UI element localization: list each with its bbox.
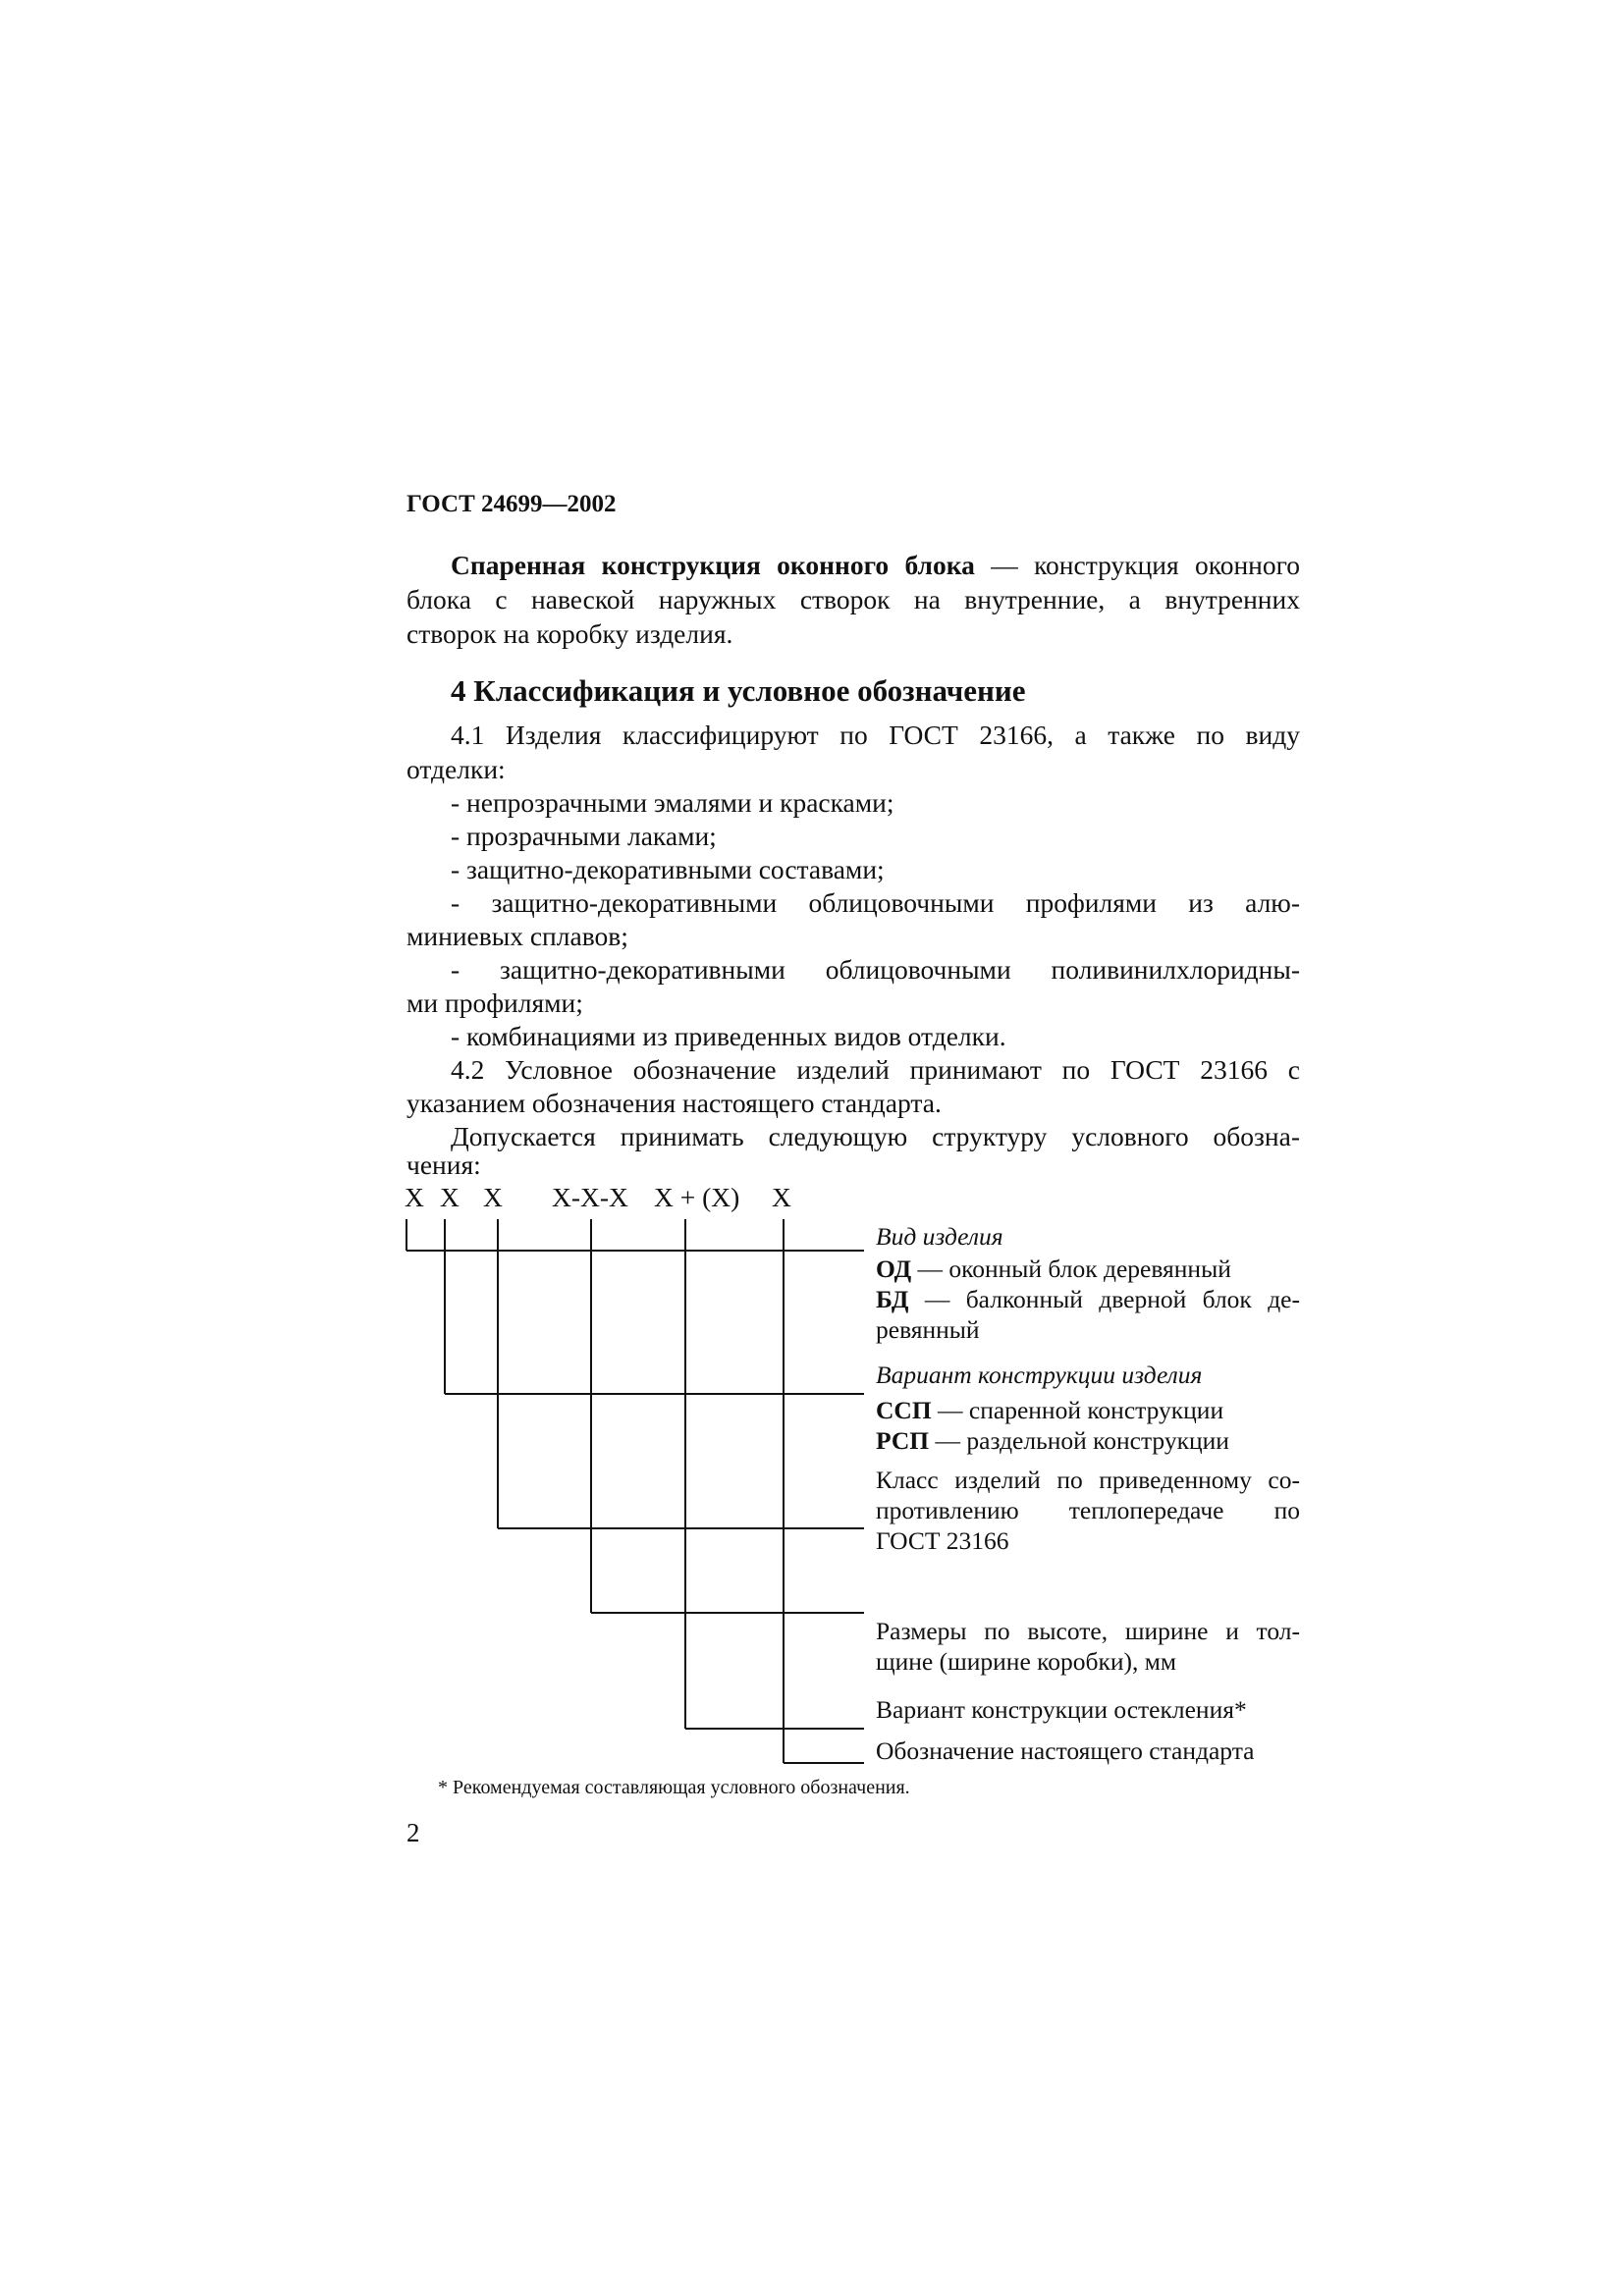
legend-bd-cont: ревянный — [876, 1315, 980, 1344]
legend-ssp-abbr: ССП — [876, 1396, 932, 1424]
legend-rsp-abbr: РСП — [876, 1426, 930, 1455]
list-item-cont: ми профилями; — [406, 988, 583, 1018]
legend-od-abbr: ОД — [876, 1255, 912, 1283]
page-number: 2 — [406, 1818, 420, 1847]
list-item: - защитно-декоративными облицовочными поливинилхлоридны- — [451, 954, 1300, 985]
definition-term: Спаренная конструкция оконного блока — [451, 550, 975, 580]
p42-line-1: 4.2 Условное обозначение изделий принимают по ГОСТ 23166 с — [451, 1054, 1300, 1085]
p41-line-1: 4.1 Изделия классифицируют по ГОСТ 23166, а также по виду — [451, 720, 1300, 750]
p42-line-2: указанием обозначения настоящего стандарта. — [406, 1088, 942, 1118]
legend-variant-title: Вариант конструкции изделия — [876, 1361, 1203, 1389]
legend-vid-title: Вид изделия — [876, 1222, 1003, 1251]
legend-ssp — [876, 1395, 1223, 1425]
definition-text: — конструкция оконного — [974, 550, 1300, 580]
footnote: * Рекомендуемая составляющая условного обозначения. — [438, 1777, 910, 1798]
code-part: X — [772, 1182, 791, 1212]
code-part: X — [440, 1182, 460, 1212]
code-part: X — [405, 1182, 424, 1212]
document-header: ГОСТ 24699—2002 — [406, 491, 617, 517]
legend-od — [876, 1254, 1231, 1284]
legend-bd-abbr: БД — [876, 1285, 909, 1313]
list-item-cont: миниевых сплавов; — [406, 921, 628, 951]
list-item: - защитно-декоративными облицовочными профилями из алю- — [451, 887, 1300, 918]
legend-od-text: — оконный блок деревянный — [911, 1255, 1231, 1283]
p43-line-1: Допускается принимать следующую структуру условного обозна- — [451, 1121, 1300, 1151]
list-item: - защитно-декоративными составами; — [451, 854, 885, 884]
definition-line-3: створок на коробку изделия. — [406, 618, 733, 649]
legend-sizes-line-1: Размеры по высоте, ширине и тол- — [876, 1617, 1300, 1645]
p41-line-2: отделки: — [406, 754, 506, 784]
legend-class-line-2: противлению теплопередаче по — [876, 1496, 1300, 1524]
list-item: - непрозрачными эмалями и красками; — [451, 787, 894, 818]
legend-bd — [876, 1284, 1300, 1314]
legend-glazing: Вариант конструкции остекления* — [876, 1695, 1247, 1724]
legend-ssp-text: — спаренной конструкции — [931, 1396, 1224, 1424]
definition-line-2: блока с навеской наружных створок на внутренние, а внутренних — [406, 584, 1300, 614]
legend-class-line-1: Класс изделий по приведенному со- — [876, 1466, 1300, 1494]
list-item: - комбинациями из приведенных видов отделки. — [451, 1021, 1006, 1051]
legend-sizes-line-2: щине (ширине коробки), мм — [876, 1647, 1176, 1676]
code-part: X + (X) — [654, 1182, 740, 1212]
legend-bd-text: — балконный дверной блок де- — [908, 1285, 1300, 1313]
legend-rsp-text: — раздельной конструкции — [929, 1426, 1229, 1455]
section-title: 4 Классификация и условное обозначение — [451, 673, 1026, 708]
p43-line-2: чения: — [406, 1149, 481, 1180]
legend-class-line-3: ГОСТ 23166 — [876, 1526, 1009, 1555]
legend-standard: Обозначение настоящего стандарта — [876, 1736, 1255, 1765]
code-part: X-X-X — [552, 1182, 628, 1212]
list-item: - прозрачными лаками; — [451, 821, 717, 851]
code-part: X — [483, 1182, 503, 1212]
legend-rsp — [876, 1425, 1229, 1456]
